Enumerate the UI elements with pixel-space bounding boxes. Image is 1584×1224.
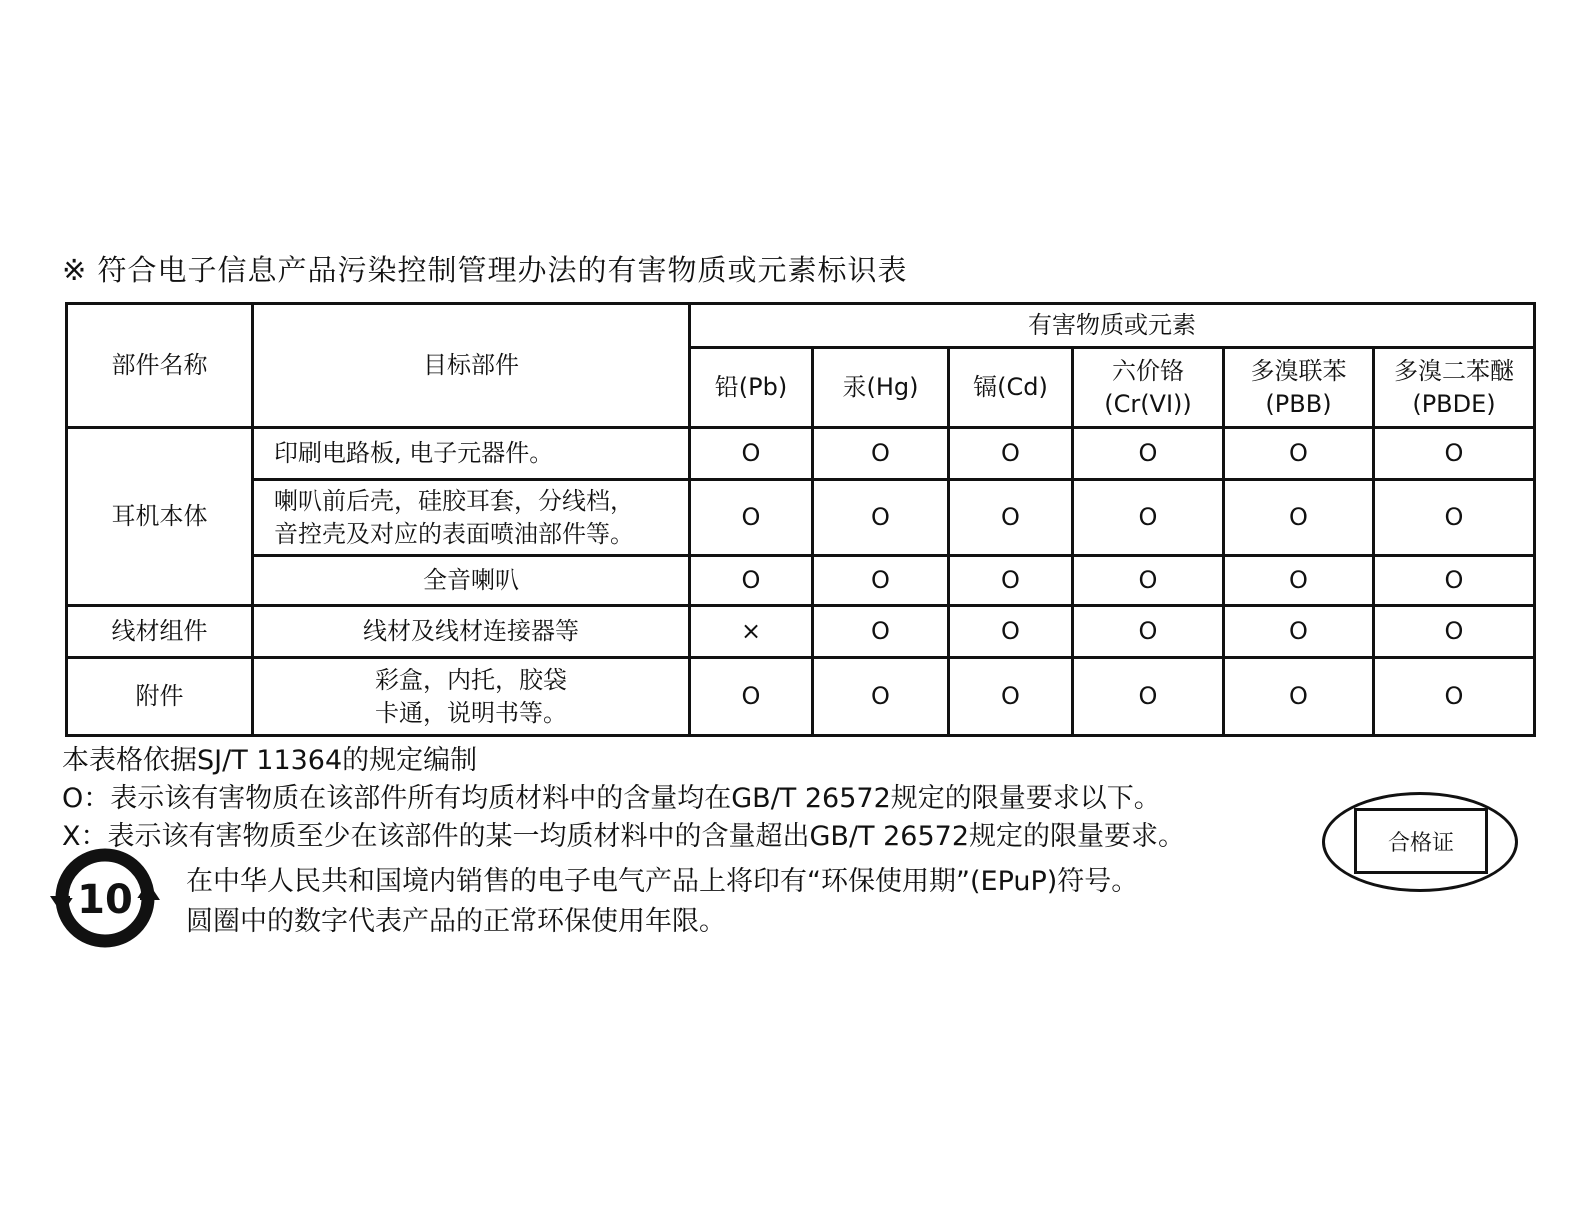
part-name-cell: 附件 — [67, 658, 253, 736]
status-mark: O — [1073, 480, 1224, 556]
status-mark: O — [813, 480, 949, 556]
epup-recycle-icon — [50, 848, 160, 948]
epup-years: 10 — [77, 877, 133, 923]
status-mark: O — [949, 556, 1073, 606]
header-part-name: 部件名称 — [67, 304, 253, 428]
status-mark: O — [690, 556, 813, 606]
header-substance: 多溴联苯 (PBB) — [1224, 348, 1374, 428]
status-mark: O — [949, 480, 1073, 556]
hazardous-substances-table — [65, 302, 1536, 737]
x-mark-legend: X：表示该有害物质至少在该部件的某一均质材料中的含量超出GB/T 26572规定的限量要求。 — [62, 821, 1186, 852]
standard-basis-note: 本表格依据SJ/T 11364的规定编制 — [62, 745, 478, 776]
header-substance: 镉(Cd) — [949, 348, 1073, 428]
header-substance: 汞(Hg) — [813, 348, 949, 428]
status-mark: O — [813, 428, 949, 480]
status-mark: O — [813, 658, 949, 736]
status-mark: O — [1224, 480, 1374, 556]
status-mark: O — [690, 658, 813, 736]
status-mark: O — [1224, 428, 1374, 480]
status-mark: O — [1374, 480, 1535, 556]
part-name-cell: 耳机本体 — [67, 428, 253, 606]
epup-description: 在中华人民共和国境内销售的电子电气产品上将印有“环保使用期”(EPuP)符号。 圆圈中的数字代表产品的正常环保使用年限。 — [186, 866, 1139, 937]
table-row — [67, 428, 1535, 480]
status-mark: O — [690, 480, 813, 556]
notes-block — [62, 742, 1185, 856]
o-mark-legend: O：表示该有害物质在该部件所有均质材料中的含量均在GB/T 26572规定的限量要求以下。 — [62, 783, 1161, 814]
table-row — [67, 556, 1535, 606]
status-mark: O — [1224, 658, 1374, 736]
status-mark: O — [949, 606, 1073, 658]
target-part-cell: 线材及线材连接器等 — [253, 606, 690, 658]
table-row — [67, 658, 1535, 736]
status-mark: O — [1374, 658, 1535, 736]
part-name-cell: 线材组件 — [67, 606, 253, 658]
certificate-stamp — [1322, 792, 1522, 896]
status-mark: O — [949, 658, 1073, 736]
status-mark: O — [1224, 556, 1374, 606]
status-mark: O — [690, 428, 813, 480]
status-mark: O — [1073, 428, 1224, 480]
header-substance: 多溴二苯醚 (PBDE) — [1374, 348, 1535, 428]
status-mark: × — [690, 606, 813, 658]
status-mark: O — [813, 556, 949, 606]
status-mark: O — [1073, 556, 1224, 606]
status-mark: O — [813, 606, 949, 658]
status-mark: O — [1073, 606, 1224, 658]
target-part-cell: 彩盒，内托，胶袋 卡通，说明书等。 — [253, 658, 690, 736]
page-title: ※ 符合电子信息产品污染控制管理办法的有害物质或元素标识表 — [62, 253, 908, 287]
status-mark: O — [949, 428, 1073, 480]
header-target-part: 目标部件 — [253, 304, 690, 428]
target-part-cell: 印刷电路板, 电子元器件。 — [253, 428, 690, 480]
status-mark: O — [1224, 606, 1374, 658]
header-substance: 六价铬 (Cr(VI)) — [1073, 348, 1224, 428]
status-mark: O — [1374, 428, 1535, 480]
certificate-label: 合格证 — [1354, 808, 1488, 874]
table-row — [67, 606, 1535, 658]
header-hazardous-substances: 有害物质或元素 — [690, 304, 1535, 348]
target-part-cell: 喇叭前后壳，硅胶耳套，分线档， 音控壳及对应的表面喷油部件等。 — [253, 480, 690, 556]
target-part-cell: 全音喇叭 — [253, 556, 690, 606]
status-mark: O — [1374, 556, 1535, 606]
header-substance: 铅(Pb) — [690, 348, 813, 428]
status-mark: O — [1374, 606, 1535, 658]
status-mark: O — [1073, 658, 1224, 736]
table-row — [67, 480, 1535, 556]
